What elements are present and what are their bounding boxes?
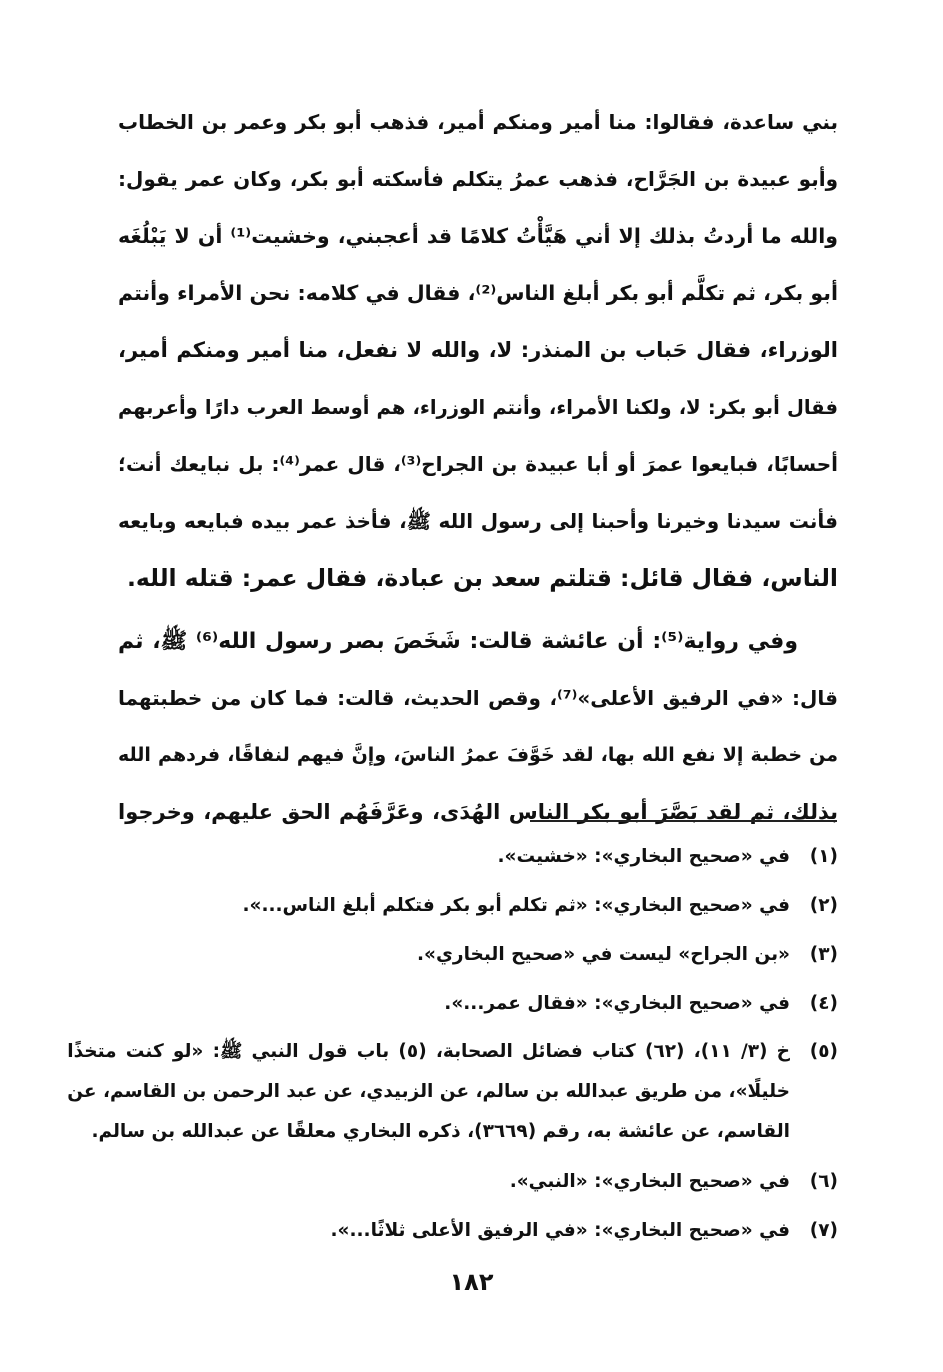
footnote-text: خليلًا»، من طريق عبدالله بن سالم، عن الزبيدي، عن عبد الرحمن بن القاسم، عن: [67, 1081, 790, 1102]
page-number: ١٨٢: [449, 1268, 494, 1296]
paragraph-end-line: الناس، فقال قائل: قتلتم سعد بن عبادة، فقال عمر: قتله الله.: [126, 564, 838, 592]
paragraph-start-line: وفي رواية⁽⁵⁾: أن عائشة قالت: شَخَصَ بصر رسول الله⁽⁶⁾ ﷺ، ثم: [118, 629, 798, 654]
footnote-7: [118, 1206, 838, 1255]
footnote-text: «بن الجراح» ليست في «صحيح البخاري».: [417, 944, 790, 965]
footnote-number: (٦): [809, 1171, 838, 1192]
footnote-6: [118, 1157, 838, 1206]
footnote-text: في «صحيح البخاري»: «ثم تكلم أبو بكر فتكلم أبلغ الناس...».: [242, 895, 790, 916]
text-line: والله ما أردتُ بذلك إلا أني هَيَّأْتُ كلامًا قد أعجبني، وخشيت⁽¹⁾ أن لا يَبْلُغَه: [118, 224, 838, 248]
footnote-5: [67, 1028, 838, 1157]
text-line: أبو بكر، ثم تكلَّم أبو بكر أبلغ الناس⁽²⁾، فقال في كلامه: نحن الأمراء وأنتم: [118, 281, 838, 305]
text-line: قال: «في الرفيق الأعلى»⁽⁷⁾، وقص الحديث، قالت: فما كان من خطبتهما: [118, 686, 838, 710]
text-line: بني ساعدة، فقالوا: منا أمير ومنكم أمير، فذهب أبو بكر وعمر بن الخطاب: [118, 110, 838, 134]
footnote-4: [118, 979, 838, 1028]
text-line: فقال أبو بكر: لا، ولكنا الأمراء، وأنتم الوزراء، هم أوسط العرب دارًا وأعربهم: [118, 396, 838, 419]
footnote-number: (١): [809, 846, 838, 867]
text-line: أحسابًا، فبايعوا عمرَ أو أبا عبيدة بن الجراح⁽³⁾، قال عمر⁽⁴⁾: بل نبايعك أنت؛: [118, 452, 838, 476]
footnote-text: القاسم، عن عائشة به، رقم (٣٦٦٩)، ذكره البخاري معلقًا عن عبدالله بن سالم.: [91, 1121, 790, 1142]
footnote-text: في «صحيح البخاري»: «فقال عمر...».: [444, 993, 790, 1014]
text-line: بذلك، ثم لقد بَصَّرَ أبو بكر الناس الهُدَى، وعَرَّفَهُم الحق عليهم، وخرجوا: [118, 800, 838, 824]
footnote-text: في «صحيح البخاري»: «النبي».: [509, 1171, 790, 1192]
footnote-1: [118, 832, 838, 881]
text-line: الوزراء، فقال حَباب بن المنذر: لا، والله لا نفعل، منا أمير ومنكم أمير،: [118, 338, 838, 362]
footnotes: [67, 832, 838, 1255]
footnote-text: خ (٣/ ١١)، (٦٢) كتاب فضائل الصحابة، (٥) باب قول النبي ﷺ: «لو كنت متخذًا: [67, 1041, 790, 1062]
footnote-number: (٢): [809, 895, 838, 916]
footnote-text: في «صحيح البخاري»: «في الرفيق الأعلى ثلاثًا...».: [330, 1220, 790, 1241]
text-line: وأبو عبيدة بن الجَرَّاح، فذهب عمرُ يتكلم فأسكته أبو بكر، وكان عمر يقول:: [118, 167, 838, 191]
footnote-2: [118, 881, 838, 930]
text-line: فأنت سيدنا وخيرنا وأحبنا إلى رسول الله ﷺ، فأخذ عمر بيده فبايعه وبايعه: [118, 509, 838, 533]
main-text: [118, 94, 838, 841]
footnote-3: [118, 930, 838, 979]
footnote-number: (٧): [809, 1220, 838, 1241]
footnote-number: (٣): [809, 944, 838, 965]
footnote-number: (٥): [809, 1041, 838, 1062]
text-line: من خطبة إلا نفع الله بها، لقد خَوَّفَ عمرُ الناسَ، وإنَّ فيهم لنفاقًا، فردهم الله: [118, 744, 838, 766]
footnote-separator: [530, 820, 837, 822]
footnote-text: في «صحيح البخاري»: «خشيت».: [497, 846, 790, 867]
footnote-number: (٤): [809, 993, 838, 1014]
